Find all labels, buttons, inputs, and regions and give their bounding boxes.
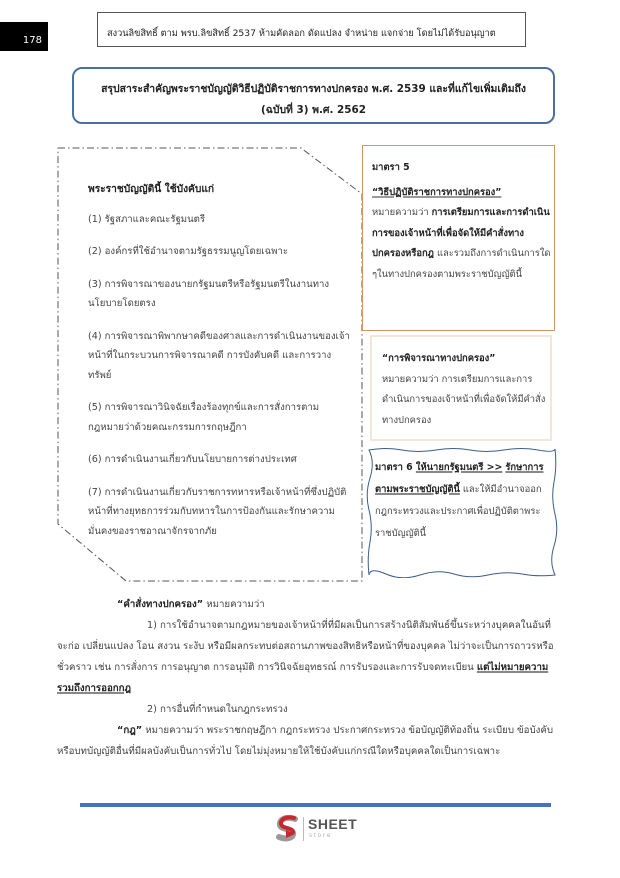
order-term-suffix: หมายความว่า — [203, 599, 265, 610]
page-number: 178 — [0, 22, 48, 51]
admin-consideration-term: “การพิจารณาทางปกครอง” — [382, 353, 496, 364]
logo-divider — [303, 817, 304, 841]
scope-box — [88, 180, 350, 554]
rule-definition-text: หมายความว่า พระราชกฤษฎีกา กฎกระทรวง ประกาศกระทรวง ข้อบัญญัติท้องถิ่น ระเบียบ ข้อบังคับ หรือบทบัญญัติอื่นที่มีผลบังคับเป็นการทั่วไป โดยไม่มุ่งหมายให้ใช้บังคับแก่กรณีใดหรือบุคคลใดเป็นการเฉพาะ — [57, 725, 554, 757]
order-item-1-text: 1) การใช้อำนาจตามกฎหมายของเจ้าหน้าที่ที่มีผลเป็นการสร้างนิติสัมพันธ์ขึ้นระหว่างบุคคลในอันที่จะก่อ เปลี่ยนแปลง โอน สงวน ระงับ หรือมีผลกระทบต่อสถานภาพของสิทธิหรือหน้าที่ของบุคคล ไม่ว่าจะเป็นการถาวรหรือชั่วคราว เช่น การสั่งการ การอนุญาต การอนุมัติ การวินิจฉัยอุทธรณ์ การรับรองและการรับจดทะเบียน — [57, 620, 554, 673]
order-term: “คำสั่งทางปกครอง” — [117, 599, 204, 610]
rule-term: “กฎ” — [117, 725, 143, 736]
definition-suffix: และรวมถึงการดำเนินการใด ๆในทางปกครองตามพระราชบัญญัตินี้ — [372, 248, 551, 280]
order-item-1-emphasis: แต่ไม่หมายความรวมถึงการออกกฎ — [57, 662, 549, 694]
body-section — [57, 594, 556, 762]
scope-item-6: (6) การดำเนินงานเกี่ยวกับนโยบายการต่างประเทศ — [88, 454, 297, 465]
section-6-emphasis-1: ให้นายกรัฐมนตรี >> — [415, 462, 503, 473]
title-line-2: (ฉบับที่ 3) พ.ศ. 2562 — [261, 104, 366, 116]
scope-item-5: (5) การพิจารณาวินิจฉัยเรื่องร้องทุกข์และการสั่งการตามกฎหมายว่าด้วยคณะกรรมการกฤษฎีกา — [88, 402, 320, 433]
scope-heading: พระราชบัญญัตินี้ ใช้บังคับแก่ — [88, 184, 215, 195]
rule-definition — [57, 720, 556, 762]
scope-item-4: (4) การพิจารณาพิพากษาคดีของศาลและการดำเนินงานของเจ้าหน้าที่ในกระบวนการพิจารณาคดี การบังคับคดี และการวางทรัพย์ — [88, 330, 350, 381]
scope-item-2: (2) องค์กรที่ใช้อำนาจตามรัฐธรรมนูญโดยเฉพาะ — [88, 246, 288, 257]
logo-subtext: store — [309, 833, 333, 839]
definition-prefix: หมายความว่า — [372, 207, 432, 218]
admin-consideration-definition: หมายความว่า การเตรียมการและการดำเนินการของเจ้าหน้าที่เพื่อจัดให้มีคำสั่งทางปกครอง — [382, 373, 546, 426]
section-5-label: มาตรา 5 — [372, 162, 410, 173]
document-title — [72, 67, 555, 124]
scope-item-7: (7) การดำเนินงานเกี่ยวกับราชการทหารหรือเจ้าหน้าที่ซึ่งปฏิบัติหน้าที่ทางยุทธการร่วมกับทหารในการป้องกันและรักษาความมั่นคงของราชอาณาจักรจากภัย — [88, 486, 347, 537]
section-5-term: “วิธีปฏิบัติราชการทางปกครอง” — [372, 186, 502, 198]
logo-word: SHEET — [308, 816, 358, 832]
scope-item-1: (1) รัฐสภาและคณะรัฐมนตรี — [88, 213, 206, 225]
definition-bold: การเตรียมการและการดำเนินการของเจ้าหน้าที่เพื่อจัดให้มีคำสั่งทางปกครองหรือกฎ — [372, 207, 550, 259]
footer-rule — [80, 803, 551, 807]
section-5-definition — [372, 203, 554, 285]
order-item-2: 2) การอื่นที่กำหนดในกฎกระทรวง — [147, 704, 288, 715]
s-arrow-logo-icon — [275, 815, 301, 843]
copyright-notice: สงวนลิขสิทธิ์ ตาม พรบ.ลิขสิทธิ์ 2537 ห้ามคัดลอก ดัดแปลง จำหน่าย แจกจ่าย โดยไม่ได้รับอนุญาต — [97, 12, 526, 47]
scope-item-3: (3) การพิจารณาของนายกรัฐมนตรีหรือรัฐมนตรีในงานทางนโยบายโดยตรง — [88, 278, 330, 309]
section-6-rest: และให้มีอำนาจออกกฎกระทรวงและประกาศเพื่อปฏิบัติตาพระราชบัญญัตินี้ — [375, 484, 542, 539]
order-definition-heading — [57, 594, 556, 615]
section-5-box — [362, 145, 555, 331]
admin-consideration-box — [370, 335, 552, 441]
order-item-1 — [57, 615, 556, 699]
section-6-label: มาตรา 6 — [375, 462, 416, 473]
title-line-1: สรุปสาระสำคัญพระราชบัญญัติวิธีปฏิบัติราชการทางปกครอง พ.ศ. 2539 และที่แก้ไขเพิ่มเติมถึง — [101, 83, 526, 95]
section-6-box — [375, 457, 553, 545]
section-6-emphasis-2: รักษาการตามพระราชบัญญัตินี้ — [375, 462, 544, 495]
sheet-store-logo — [275, 815, 375, 845]
